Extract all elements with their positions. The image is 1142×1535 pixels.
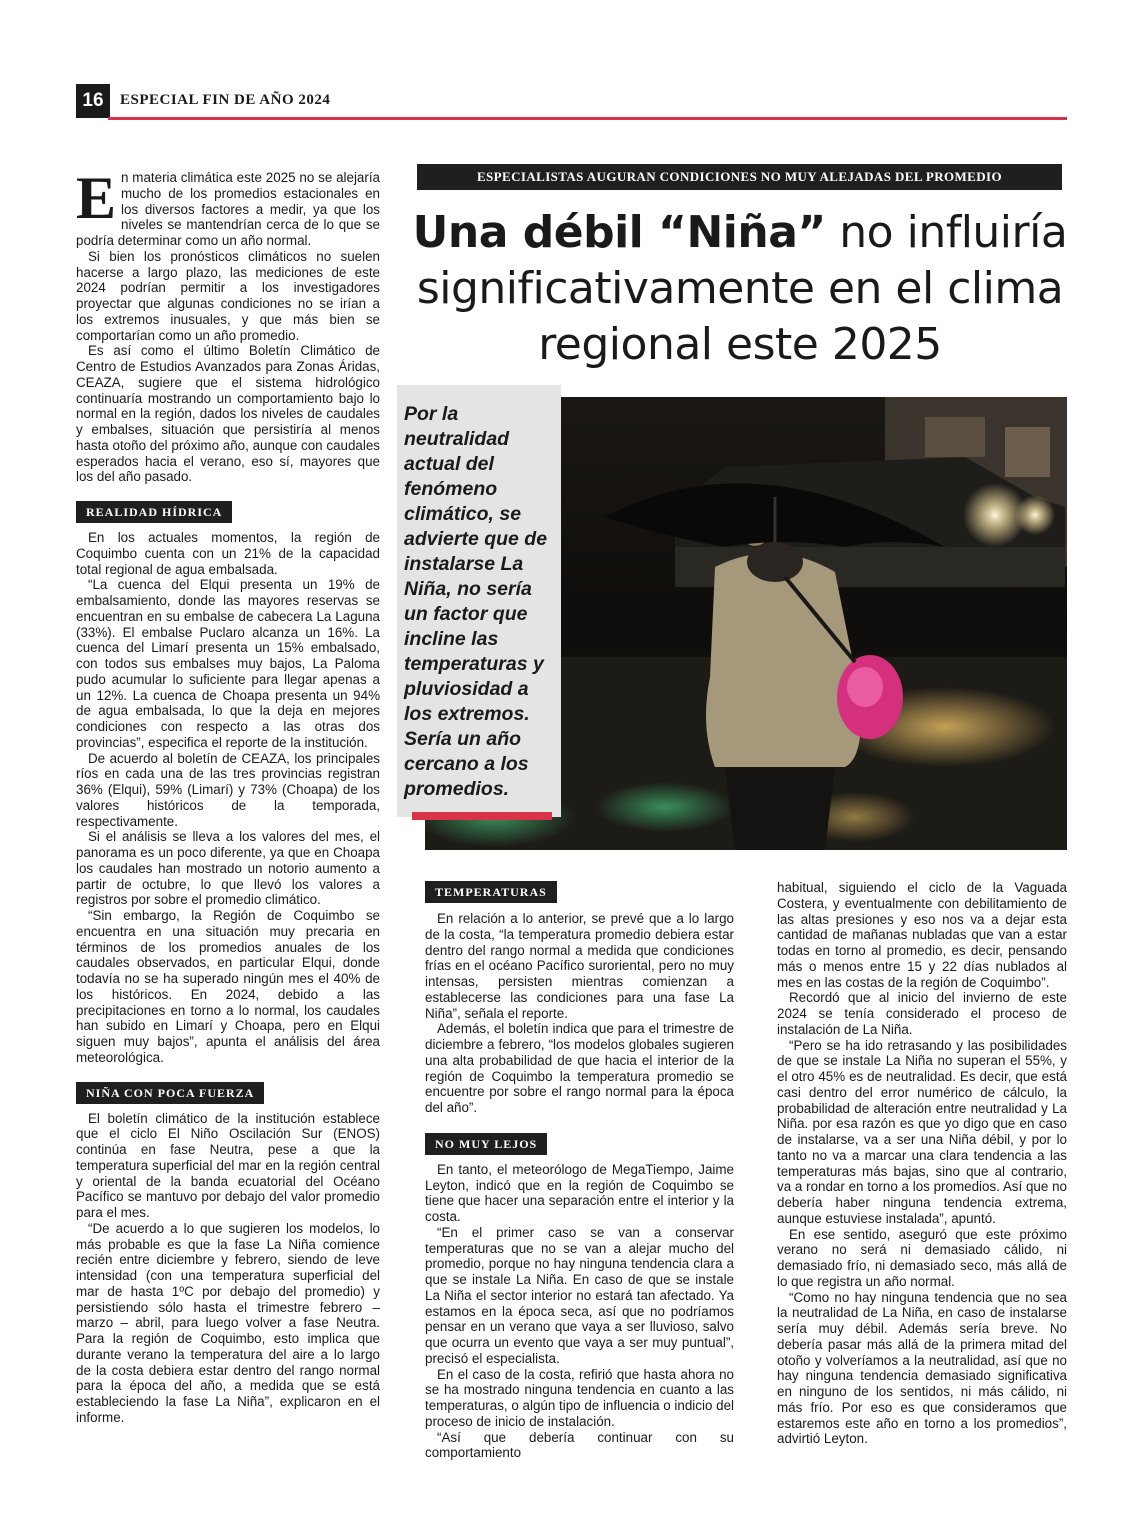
paragraph: En el caso de la costa, refirió que hasta ahora no se ha mostrado ninguna tendencia en cuanto a las temperaturas, o algún tipo de influencia o indicio del proceso de inicio de instalación. bbox=[425, 1366, 734, 1429]
paragraph: habitual, siguiendo el ciclo de la Vaguada Costera, y eventualmente con debilitamiento de las altas presiones y eso nos va a dejar esta cantidad de mañanas nubladas que van a estar todas en torno al promedio, es decir, pensando más o menos entre 15 y 22 días nublados al mes en las costas de la región de Coquimbo”. bbox=[777, 880, 1067, 990]
paragraph: De acuerdo al boletín de CEAZA, los principales ríos en cada una de las tres provincias registran 36% (Elqui), 59% (Limarí) y 73% (Choapa) de los valores históricos de la temporada, respectivamente. bbox=[76, 750, 380, 829]
paragraph: Además, el boletín indica que para el trimestre de diciembre a febrero, “los modelos globales sugieren una alta probabilidad de que hacia el interior de la región de Coquimbo la temperatura promedio se encuentre por sobre el rango normal para la época del año”. bbox=[425, 1021, 734, 1115]
subhead-temperaturas: TEMPERATURAS bbox=[425, 881, 557, 903]
subhead-realidad-hidrica: REALIDAD HÍDRICA bbox=[76, 501, 232, 523]
headline-rest: no influiría significativamente en el clima regional este 2025 bbox=[416, 207, 1068, 370]
drop-cap: E bbox=[76, 165, 117, 231]
paragraph: Si el análisis se lleva a los valores del mes, el panorama es un poco diferente, ya que en Choapa los caudales han mostrado un notorio aumento a partir de octubre, lo que llevó los valores a registros por sobre el promedio climático. bbox=[76, 829, 380, 908]
subhead-nina-con-poca-fuerza: NIÑA CON POCA FUERZA bbox=[76, 1082, 264, 1104]
paragraph: En relación a lo anterior, se prevé que a lo largo de la costa, “la temperatura promedio debiera estar dentro del rango normal a medida que condiciones frías en el océano Pacífico suroriental, pero no muy intensas, persisten mientras comienzan a establecerse las condiciones para una fase La Niña”, señala el reporte. bbox=[425, 911, 734, 1021]
subhead-no-muy-lejos: NO MUY LEJOS bbox=[425, 1133, 547, 1155]
column-3 bbox=[777, 880, 1067, 1447]
section-title: ESPECIAL FIN DE AÑO 2024 bbox=[120, 92, 331, 108]
headline bbox=[410, 205, 1070, 373]
header-rule bbox=[108, 117, 1067, 120]
kicker: ESPECIALISTAS AUGURAN CONDICIONES NO MUY ALEJADAS DEL PROMEDIO bbox=[417, 164, 1062, 190]
page-number: 16 bbox=[76, 84, 110, 118]
paragraph: Recordó que al inicio del invierno de este 2024 se tenía considerado el proceso de instalación de La Niña. bbox=[777, 990, 1067, 1037]
pull-quote-text: Por la neutralidad actual del fenómeno climático, se advierte que de instalarse La Niña, no sería un factor que incline las temperaturas y pluviosidad a los extremos. Sería un año cercano a los promedios. bbox=[404, 403, 548, 800]
column-2 bbox=[425, 881, 734, 1461]
paragraph: “Pero se ha ido retrasando y las posibilidades de que se instale La Niña no superan el 55%, y el otro 45% es de neutralidad. Es decir, que está casi dentro del error numérico de cálculo, la probabilidad de alteración entre neutralidad y La Niña. por esa razón es que yo digo que en caso de instalarse, va a ser una Niña débil, y por lo tanto no va a marcar una clara tendencia a las temperaturas más bajas, sino que al contrario, va a rondar en torno a los promedios. Así que no debería haber ninguna tendencia extrema, aunque estuviese instalada”, apuntó. bbox=[777, 1037, 1067, 1226]
paragraph: En ese sentido, aseguró que este próximo verano no será ni demasiado cálido, ni demasiado frío, ni demasiado seco, más allá de lo que registra un año normal. bbox=[777, 1226, 1067, 1289]
paragraph: “La cuenca del Elqui presenta un 19% de embalsamiento, donde las mayores reservas se encuentran en su embalse de cabecera La Laguna (33%). El embalse Puclaro alcanza un 16%. La cuenca del Limarí presenta un 15% embalsado, con todos sus embalses muy bajos, La Paloma pudo acumular lo suficiente para llegar apenas a un 12%. La cuenca de Choapa presenta un 94% de agua embalsada, lo que la deja en mejores condiciones con respecto a las otras dos provincias”, especifica el reporte de la institución. bbox=[76, 577, 380, 750]
column-1 bbox=[76, 165, 380, 1426]
paragraph: “En el primer caso se van a conservar temperaturas que no se van a alejar mucho del promedio, porque no hay ninguna tendencia clara a que se instale La Niña. En caso de que se instale La Niña el sector interior no estará tan afectado. Ya estamos en la época seca, así que no podríamos pensar en un verano que vaya a ser lluvioso, salvo que ocurra un evento que vaya a ser muy puntual”, precisó el especialista. bbox=[425, 1224, 734, 1366]
paragraph: En los actuales momentos, la región de Coquimbo cuenta con un 21% de la capacidad total regional de agua embalsada. bbox=[76, 530, 380, 577]
paragraph: “Sin embargo, la Región de Coquimbo se encuentra en una situación muy precaria en términos de los promedios anuales de los caudales observados, en particular Elqui, donde todavía no se ha superado ningún mes el 40% de los históricos. En 2024, debido a las precipitaciones en torno a lo normal, los caudales han subido en Limarí y Choapa, pero en Elqui siguen muy bajos”, apunta el análisis del área meteorológica. bbox=[76, 908, 380, 1065]
paragraph: “Así que debería continuar con su comportamiento bbox=[425, 1429, 734, 1461]
paragraph: El boletín climático de la institución establece que el ciclo El Niño Oscilación Sur (ENOS) continúa en fase Neutra, pese a que la temperatura superficial del mar en la región central y oriental de la banda ecuatorial del Océano Pacífico se mantuvo por debajo del valor promedio para el mes. bbox=[76, 1110, 380, 1220]
headline-bold: Una débil “Niña” bbox=[412, 207, 826, 258]
pull-quote-accent-bar bbox=[412, 812, 552, 820]
lead-paragraph: En materia climática este 2025 no se alejaría mucho de los promedios estacionales en los diversos factores a medir, ya que los niveles se mantendrían cerca de lo que se podría determinar como un año normal. bbox=[76, 165, 380, 248]
paragraph: Es así como el último Boletín Climático de Centro de Estudios Avanzados para Zonas Áridas, CEAZA, sugiere que el sistema hidrológico continuaría mostrando un comportamiento bajo lo normal en la región, dados los niveles de caudales y embalses, situación que persistiría al menos hasta otoño del próximo año, aunque con caudales esperados hacia el verano, eso sí, mayores que los del año pasado. bbox=[76, 343, 380, 485]
paragraph: “De acuerdo a lo que sugieren los modelos, lo más probable es que la fase La Niña comience recién entre diciembre y febrero, siendo de leve intensidad (con una temperatura superficial del mar de hasta 1ºC por debajo del promedio) y persistiendo sólo hasta el trimestre febrero – marzo – abril, para luego volver a fase Neutra. Para la región de Coquimbo, esto implica que durante verano la temperatura del aire a lo largo de la costa debiera estar dentro del rango normal para la época del año, a medida que se está estableciendo la fase La Niña”, explicaron en el informe. bbox=[76, 1220, 380, 1425]
paragraph: “Como no hay ninguna tendencia que no sea la neutralidad de La Niña, en caso de instalarse sería muy débil. Además sería breve. No debería pasar más allá de la primera mitad del otoño y volveríamos a la neutralidad, así que no hay ninguna tendencia demasiado significativa en ninguno de los sentidos, ni más cálido, ni más frío. Por eso es que consideramos que estaremos este año en torno a los promedios”, advirtió Leyton. bbox=[777, 1289, 1067, 1447]
paragraph: Si bien los pronósticos climáticos no suelen hacerse a largo plazo, las mediciones de este 2024 podrían permitir a los investigadores proyectar que algunas condiciones no se irían a los extremos inusuales, y que más bien se comportarían como un año promedio. bbox=[76, 248, 380, 343]
paragraph: En tanto, el meteorólogo de MegaTiempo, Jaime Leyton, indicó que en la región de Coquimbo se tiene que hacer una separación entre el interior y la costa. bbox=[425, 1161, 734, 1224]
